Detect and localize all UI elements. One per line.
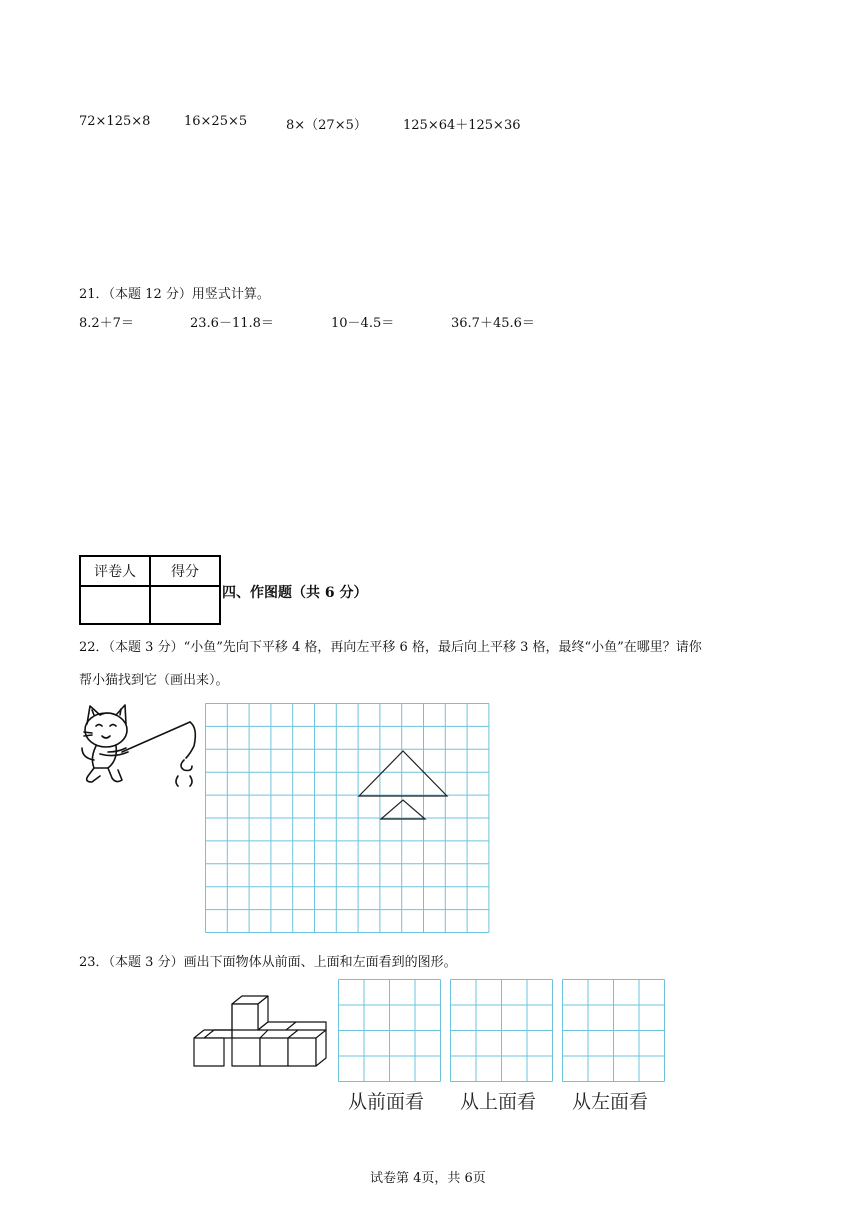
q21-expr-3: 10－4.5＝ <box>331 316 395 331</box>
top-view-grid[interactable] <box>450 979 554 1083</box>
fish-shape <box>359 751 447 819</box>
fishing-cat-illustration <box>78 700 204 788</box>
q21-expr-1: 8.2＋7＝ <box>79 316 134 331</box>
page-footer: 试卷第 4页，共 6页 <box>370 1171 486 1186</box>
left-view-grid[interactable] <box>562 979 666 1083</box>
q21-title: 21．（本题 12 分）用竖式计算。 <box>79 287 270 302</box>
front-view-label: 从前面看 <box>348 1091 425 1113</box>
translation-grid[interactable] <box>205 703 490 935</box>
q22-line-1: 22．（本题 3 分）“小鱼”先向下平移 4 格，再向左平移 6 格，最后向上平移 3 格，最终“小鱼”在哪里？请你 <box>79 640 702 655</box>
cube-stack-figure <box>192 994 332 1068</box>
left-view-label: 从左面看 <box>572 1091 649 1113</box>
q20-expr-1: 72×125×8 <box>79 114 151 129</box>
q20-expr-3: 8×（27×5） <box>286 118 367 133</box>
q20-expr-2: 16×25×5 <box>184 114 248 129</box>
top-view-label: 从上面看 <box>460 1091 537 1113</box>
section-title: 四、作图题（共 6 分） <box>222 585 368 601</box>
q23-title: 23．（本题 3 分）画出下面物体从前面、上面和左面看到的图形。 <box>79 955 457 970</box>
score-table-score-cell[interactable] <box>150 586 220 624</box>
score-table-score-header: 得分 <box>150 556 220 586</box>
q21-expr-4: 36.7＋45.6＝ <box>451 316 535 331</box>
q20-expr-4: 125×64＋125×36 <box>403 118 521 133</box>
q21-expr-2: 23.6－11.8＝ <box>190 316 274 331</box>
score-table-grader-header: 评卷人 <box>80 556 150 586</box>
score-table <box>79 555 221 625</box>
fish-triangle-bottom <box>381 800 425 819</box>
fish-triangle-top <box>359 751 447 796</box>
front-view-grid[interactable] <box>338 979 442 1083</box>
score-table-grader-cell[interactable] <box>80 586 150 624</box>
q22-line-2: 帮小猫找到它（画出来）。 <box>79 673 229 688</box>
